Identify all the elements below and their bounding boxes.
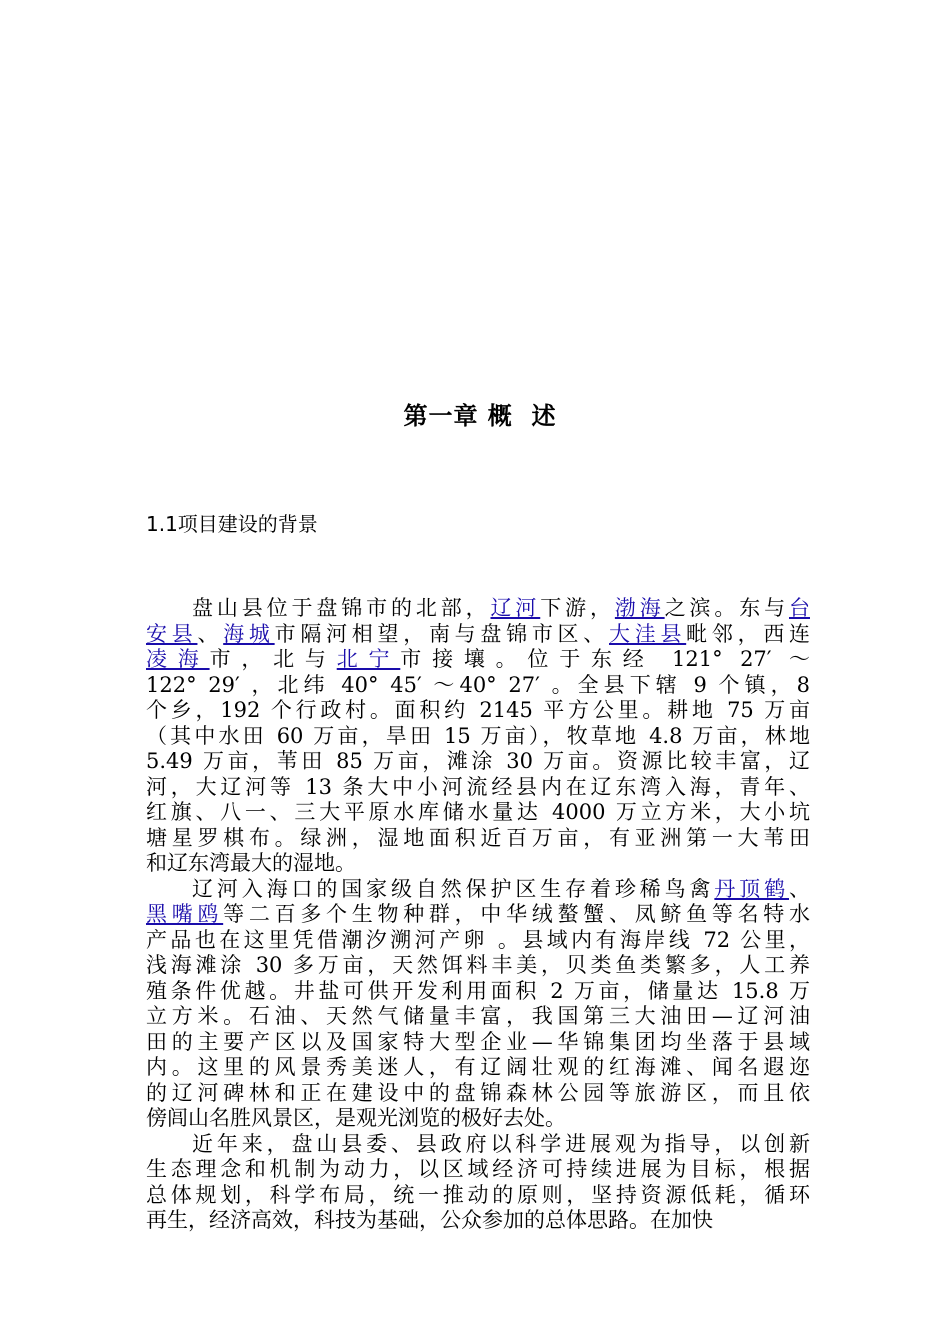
text-run: 下游， (540, 596, 615, 620)
paragraph (146, 877, 810, 1132)
text-run: 盘山县位于盘锦市的北部， (192, 596, 491, 620)
text-line (146, 826, 810, 852)
text-line (146, 1106, 810, 1132)
text-run: 市隔河相望，南与盘锦市区、 (274, 621, 609, 646)
text-run: 5.49 万亩，苇田 85 万亩，滩涂 30 万亩。资源比较丰富，辽 (146, 749, 810, 773)
term-link[interactable]: 丹顶鹤 (714, 876, 789, 901)
paragraph (146, 1132, 810, 1234)
text-run: 市接壤。位于东经 121° 27′ ～ (400, 647, 811, 671)
text-line (146, 1004, 810, 1030)
term-link[interactable]: 辽河 (490, 596, 541, 620)
text-run: 、 (789, 876, 810, 901)
text-line (146, 979, 810, 1005)
text-run: 等二百多个生物种群，中华绒螯蟹、凤鲚鱼等名特水 (223, 902, 811, 926)
paragraph (146, 596, 810, 877)
text-run: 再生，经济高效，科技为基础，公众参加的总体思路。在加快 (146, 1208, 713, 1232)
text-run: 生态理念和机制为动力，以区域经济可持续进展为目标，根据 (146, 1157, 810, 1181)
text-run: 近年来，盘山县委、县政府以科学进展观为指导，以创新 (192, 1131, 810, 1156)
text-line (146, 1081, 810, 1107)
term-link[interactable]: 北宁 (336, 647, 401, 671)
term-link[interactable]: 台 (789, 596, 810, 620)
text-run: 河，大辽河等 13 条大中小河流经县内在辽东湾入海，青年、 (146, 774, 810, 799)
text-line (146, 596, 810, 622)
text-line (146, 1132, 810, 1158)
text-line (146, 622, 810, 648)
text-run: 红旗、八一、三大平原水库储水量达 4000 万立方米，大小坑 (146, 800, 810, 824)
text-line (146, 1030, 810, 1056)
text-run: 产品也在这里凭借潮汐溯河产卵 。县域内有海岸线 72 公里， (146, 927, 810, 952)
text-run: 内。这里的风景秀美迷人，有辽阔壮观的红海滩、闻名遐迩 (146, 1055, 810, 1079)
text-line (146, 1208, 810, 1234)
text-line (146, 775, 810, 801)
text-line (146, 902, 810, 928)
term-link[interactable]: 大洼县 (609, 621, 687, 646)
text-line (146, 1183, 810, 1209)
text-run: （其中水田 60 万亩，旱田 15 万亩），牧草地 4.8 万亩，林地 (146, 723, 810, 748)
text-line (146, 749, 810, 775)
text-line (146, 1055, 810, 1081)
text-run: 个乡，192 个行政村。面积约 2145 平方公里。耕地 75 万亩 (146, 698, 810, 722)
text-run: 122° 29′ ，北纬 40° 45′ ～40° 27′ 。全县下辖 9 个镇，8 (146, 672, 810, 697)
term-link[interactable]: 黑嘴鸥 (146, 902, 224, 926)
chapter-title: 第一章 概 述 (403, 402, 557, 430)
text-run: 、 (197, 621, 224, 646)
text-line (146, 698, 810, 724)
text-line (146, 877, 810, 903)
body-text (146, 596, 810, 1234)
text-run: 市，北与 (209, 647, 337, 671)
text-line (146, 647, 810, 673)
text-run: 田的主要产区以及国家特大型企业—华锦集团均坐落于县域 (146, 1029, 810, 1054)
text-run: 殖条件优越。井盐可供开发利用面积 2 万亩，储量达 15.8 万 (146, 978, 810, 1003)
text-run: 总体规划，科学布局，统一推动的原则，坚持资源低耗，循环 (146, 1182, 810, 1207)
section-title: 1.1项目建设的背景 (146, 512, 318, 536)
text-run: 毗邻，西连 (686, 621, 811, 646)
text-line (146, 800, 810, 826)
text-line (146, 953, 810, 979)
text-line (146, 724, 810, 750)
term-link[interactable]: 海城 (223, 621, 275, 646)
term-link[interactable]: 渤海 (614, 596, 665, 620)
text-run: 浅海滩涂 30 多万亩，天然饵料丰美，贝类鱼类繁多，人工养 (146, 953, 810, 977)
text-run: 辽河入海口的国家级自然保护区生存着珍稀鸟禽 (192, 876, 715, 901)
text-line (146, 673, 810, 699)
text-line (146, 851, 810, 877)
term-link[interactable]: 凌海 (146, 647, 210, 671)
term-link[interactable]: 安县 (146, 621, 198, 646)
text-run: 傍闾山名胜风景区，是观光浏览的极好去处。 (146, 1106, 566, 1130)
text-line (146, 928, 810, 954)
text-run: 和辽东湾最大的湿地。 (146, 851, 356, 875)
text-run: 塘星罗棋布。绿洲，湿地面积近百万亩，有亚洲第一大苇田 (146, 825, 810, 850)
text-run: 的辽河碑林和正在建设中的盘锦森林公园等旅游区，而且依 (146, 1080, 810, 1105)
text-run: 之滨。东与 (664, 596, 789, 620)
text-run: 立方米。石油、天然气储量丰富，我国第三大油田—辽河油 (146, 1004, 810, 1028)
text-line (146, 1157, 810, 1183)
